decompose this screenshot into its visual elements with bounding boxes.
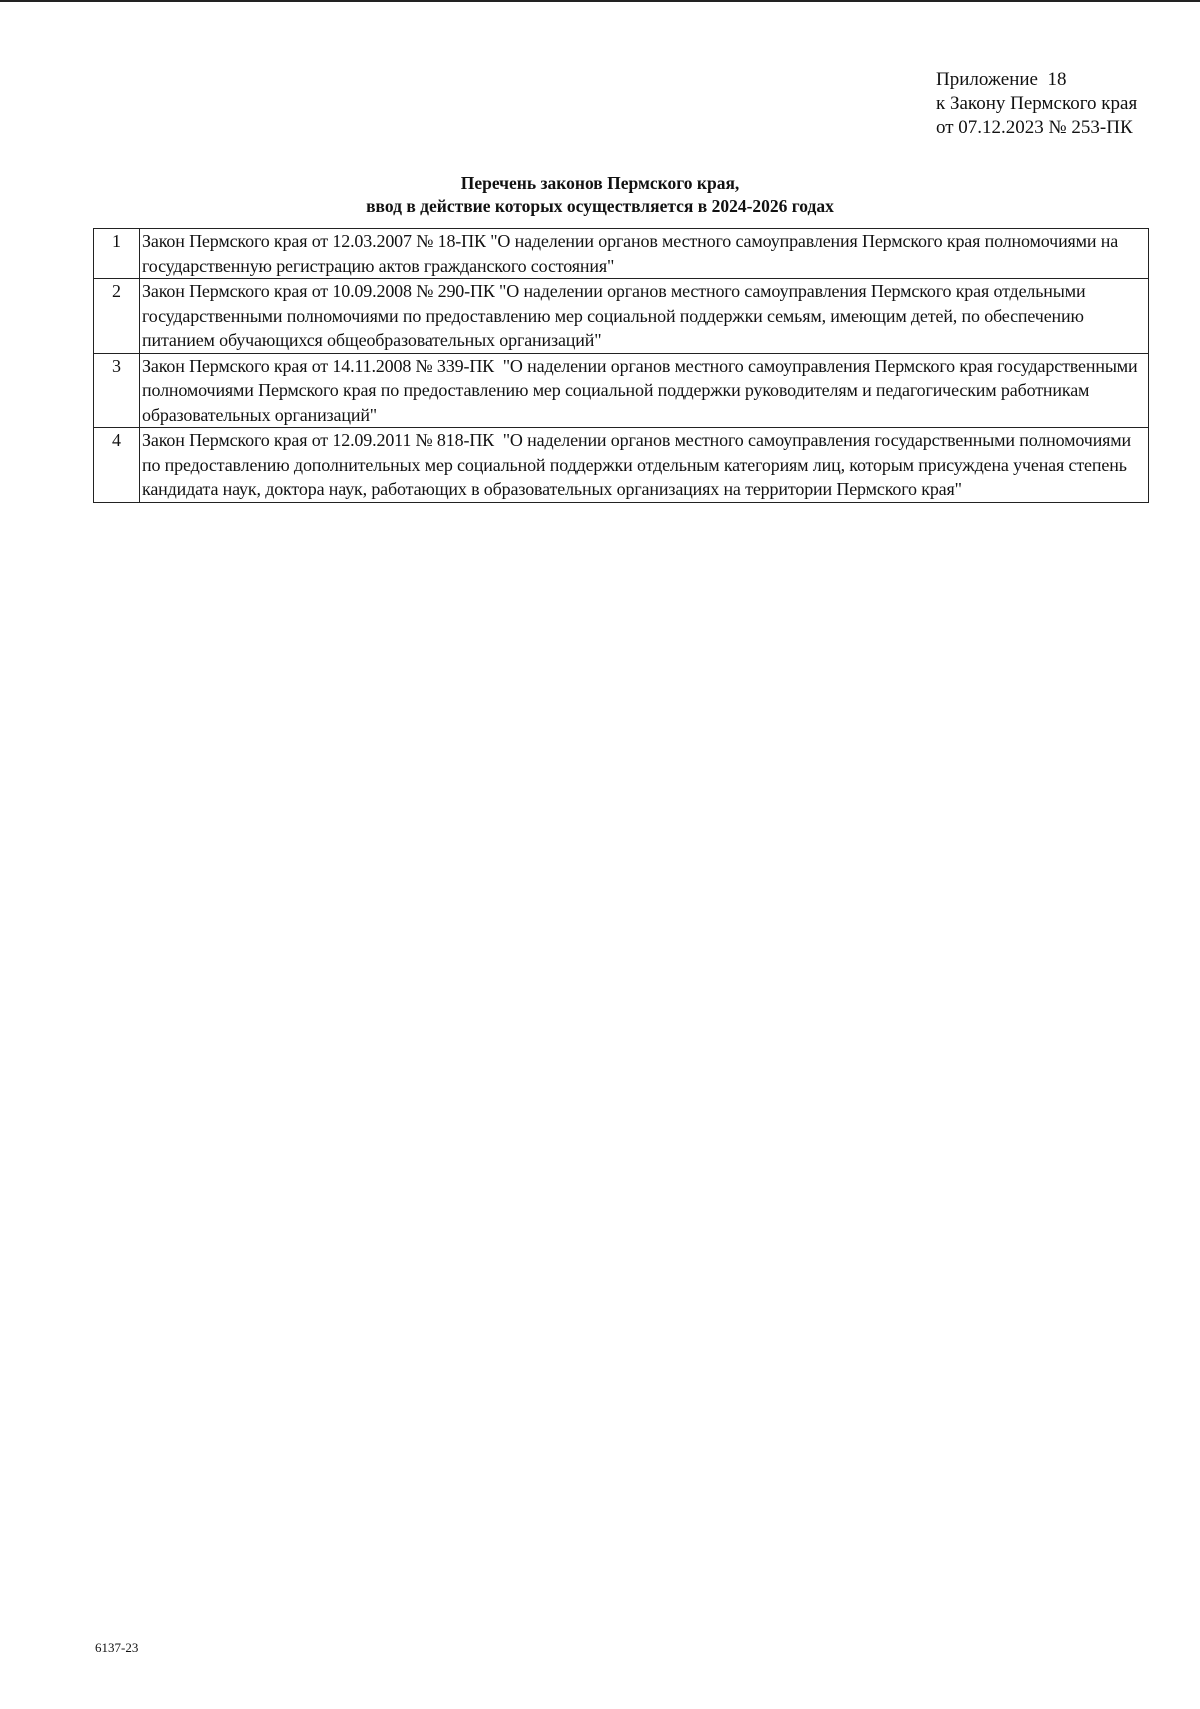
document-code: 6137-23 xyxy=(95,1640,139,1655)
law-description: Закон Пермского края от 12.09.2011 № 818-ПК "О наделении органов местного самоуправления государственными полномочиями по предоставлению дополнительных мер социальной поддержки отдельным категориям лиц, которым присуждена ученая степень кандидата наук, доктора наук, работающих в образовательных организациях на территории Пермского края" xyxy=(140,428,1149,503)
appendix-line-3: от 07.12.2023 № 253-ПК xyxy=(936,117,1133,138)
row-number: 1 xyxy=(94,229,140,279)
table-row xyxy=(94,428,1149,503)
row-number: 4 xyxy=(94,428,140,503)
appendix-line-1: Приложение 18 xyxy=(936,69,1067,90)
row-number: 2 xyxy=(94,279,140,354)
document-title xyxy=(0,172,1200,218)
table-row xyxy=(94,353,1149,428)
table-row xyxy=(94,279,1149,354)
law-description: Закон Пермского края от 10.09.2008 № 290-ПК "О наделении органов местного самоуправления Пермского края отдельными государственными полномочиями по предоставлению мер социальной поддержки семьям, имеющим детей, по обеспечению питанием обучающихся общеобразовательных организаций" xyxy=(140,279,1149,354)
document-title-line-2: ввод в действие которых осуществляется в 2024-2026 годах xyxy=(366,196,834,216)
table-row xyxy=(94,229,1149,279)
law-description: Закон Пермского края от 14.11.2008 № 339-ПК "О наделении органов местного самоуправления Пермского края государственными полномочиями Пермского края по предоставлению мер социальной поддержки руководителям и педагогическим работникам образовательных организаций" xyxy=(140,353,1149,428)
appendix-block xyxy=(936,68,1176,140)
appendix-line-2: к Закону Пермского края xyxy=(936,93,1138,114)
laws-table xyxy=(93,228,1149,503)
law-description: Закон Пермского края от 12.03.2007 № 18-ПК "О наделении органов местного самоуправления Пермского края полномочиями на государственную регистрацию актов гражданского состояния" xyxy=(140,229,1149,279)
page-top-edge xyxy=(0,0,1200,2)
document-title-line-1: Перечень законов Пермского края, xyxy=(460,173,740,193)
row-number: 3 xyxy=(94,353,140,428)
